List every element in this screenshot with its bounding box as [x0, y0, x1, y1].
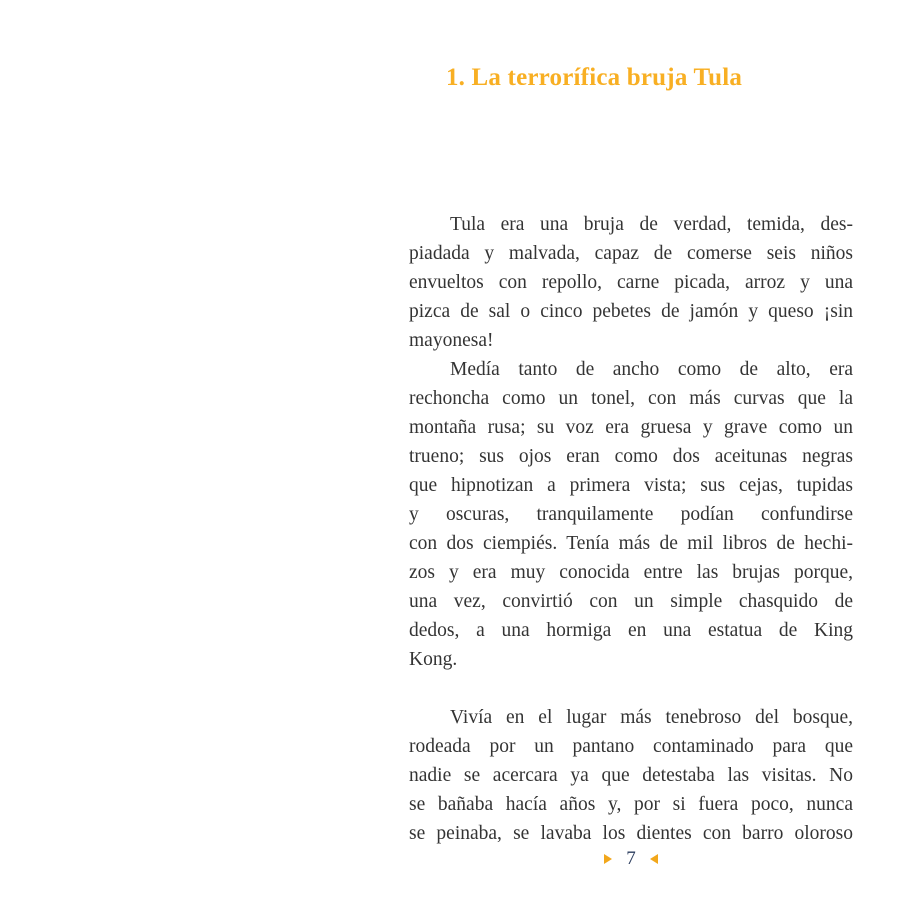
text-line: trueno; sus ojos eran como dos aceitunas negras: [409, 446, 853, 467]
text-line: nadie se acercara ya que detestaba las visitas. No: [409, 765, 853, 786]
page-number: 7: [626, 848, 636, 869]
text-line: rodeada por un pantano contaminado para que: [409, 736, 853, 757]
text-line: Tula era una bruja de verdad, temida, des-: [450, 214, 853, 235]
right-triangle-icon: [604, 854, 612, 864]
text-line: pizca de sal o cinco pebetes de jamón y queso ¡sin: [409, 301, 853, 322]
paragraph: [409, 703, 853, 848]
text-line: una vez, convirtió con un simple chasquido de: [409, 591, 853, 612]
text-block: [409, 210, 853, 848]
text-line: dedos, a una hormiga en una estatua de King: [409, 620, 853, 641]
chapter-title: 1. La terrorífica bruja Tula: [445, 64, 743, 91]
text-line: Kong.: [409, 649, 458, 670]
text-line: zos y era muy conocida entre las brujas porque,: [409, 562, 853, 583]
text-line: se bañaba hacía años y, por si fuera poco, nunca: [409, 794, 853, 815]
paragraph: [409, 210, 853, 355]
paragraph: [409, 355, 853, 674]
text-line: mayonesa!: [409, 330, 494, 351]
left-triangle-icon: [650, 854, 658, 864]
page-footer: [409, 846, 853, 872]
text-line: piadada y malvada, capaz de comerse seis niños: [409, 243, 853, 264]
text-line: rechoncha como un tonel, con más curvas que la: [409, 388, 853, 409]
text-line: se peinaba, se lavaba los dientes con barro oloroso: [409, 823, 853, 844]
text-line: Medía tanto de ancho como de alto, era: [450, 359, 853, 380]
text-line: que hipnotizan a primera vista; sus cejas, tupidas: [409, 475, 853, 496]
text-line: con dos ciempiés. Tenía más de mil libros de hechi-: [409, 533, 853, 554]
text-line: Vivía en el lugar más tenebroso del bosque,: [450, 707, 853, 728]
text-line: y oscuras, tranquilamente podían confundirse: [409, 504, 853, 525]
text-line: montaña rusa; su voz era gruesa y grave como un: [409, 417, 853, 438]
text-line: envueltos con repollo, carne picada, arroz y una: [409, 272, 853, 293]
